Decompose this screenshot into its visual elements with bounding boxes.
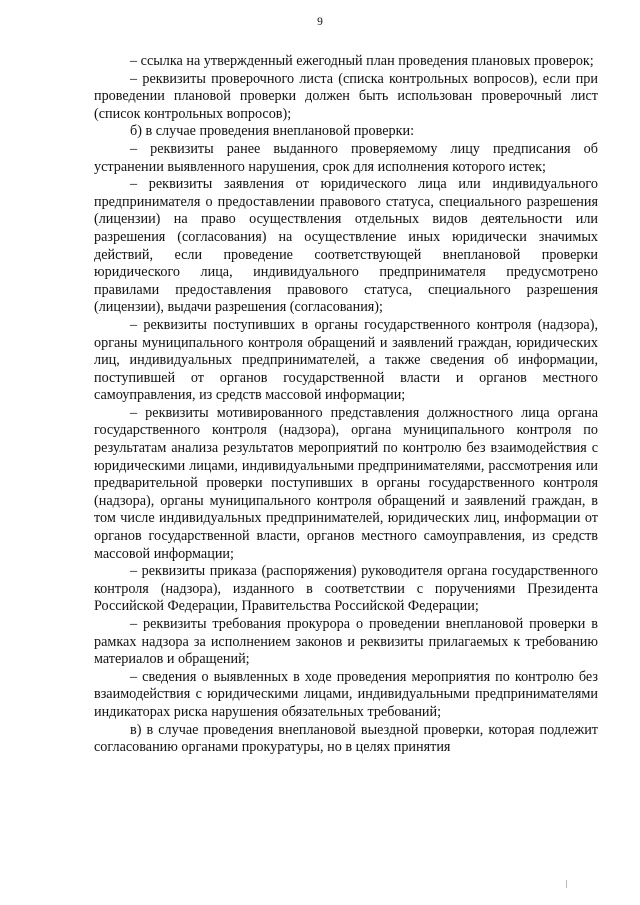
paragraph-checklist-details: – реквизиты проверочного листа (списка контрольных вопросов), если при проведении плановой проверки должен быть использован проверочный лист (список контрольных вопросов);: [94, 70, 598, 122]
page-number: 9: [317, 16, 323, 28]
paragraph-motivated-submission: – реквизиты мотивированного представления должностного лица органа государственного контроля (надзора), органа муниципального контроля по результатам анализа результатов мероприятий по контролю без взаимодействия с юридическими лицами, индивидуальными предпринимателями, рассмотрения или предварительной проверки поступивших в органы государственного контроля (надзора), органы муниципального контроля обращений и заявлений граждан, в том числе индивидуальных предпринимателей, юридических лиц, информации от органов государственной власти, органов местного самоуправления, из средств массовой информации;: [94, 404, 598, 562]
paragraph-unscheduled-heading: б) в случае проведения внеплановой проверки:: [130, 123, 415, 140]
paragraph-prosecutor-requirement: – реквизиты требования прокурора о проведении внеплановой проверки в рамках надзора за исполнением законов и реквизиты прилагаемых к требованию материалов и обращений;: [94, 616, 598, 668]
scan-mark: [566, 880, 570, 888]
paragraph-plan-link: – ссылка на утвержденный ежегодный план проведения плановых проверок;: [130, 53, 594, 69]
paragraph-risk-indicators: – сведения о выявленных в ходе проведения мероприятия по контролю без взаимодействия с юридическими лицами, индивидуальными предпринимателями индикаторах риска нарушения обязательных требований;: [94, 668, 598, 720]
paragraph-application-details: – реквизиты заявления от юридического лица или индивидуального предпринимателя о предоставлении правового статуса, специального разрешения (лицензии) на право осуществления отдельных видов деятельности или разрешения (согласования) на осуществление иных юридически значимых действий, если проведение соответствующей внеплановой проверки юридического лица, индивидуального предпринимателя предусмотрено правилами предоставления правового статуса, специального разрешения (лицензии), выдачи разрешения (согласования);: [94, 176, 598, 316]
paragraph-directive-details: – реквизиты приказа (распоряжения) руководителя органа государственного контроля (надзора), изданного в соответствии с поручениями Президента Российской Федерации, Правительства Российской Федерации;: [94, 563, 598, 615]
paragraph-field-inspection: в) в случае проведения внеплановой выездной проверки, которая подлежит согласованию органами прокуратуры, но в целях принятия: [94, 721, 598, 756]
paragraph-order-details: – реквизиты ранее выданного проверяемому лицу предписания об устранении выявленного нарушения, срок для исполнения которого истек;: [94, 140, 598, 175]
paragraph-appeals-details: – реквизиты поступивших в органы государственного контроля (надзора), органы муниципального контроля обращений и заявлений граждан, юридических лиц, индивидуальных предпринимателей, а также сведения об информации, поступившей от органов государственной власти и органов местного самоуправления, из средств массовой информации;: [94, 316, 598, 404]
body-text: [94, 53, 598, 757]
